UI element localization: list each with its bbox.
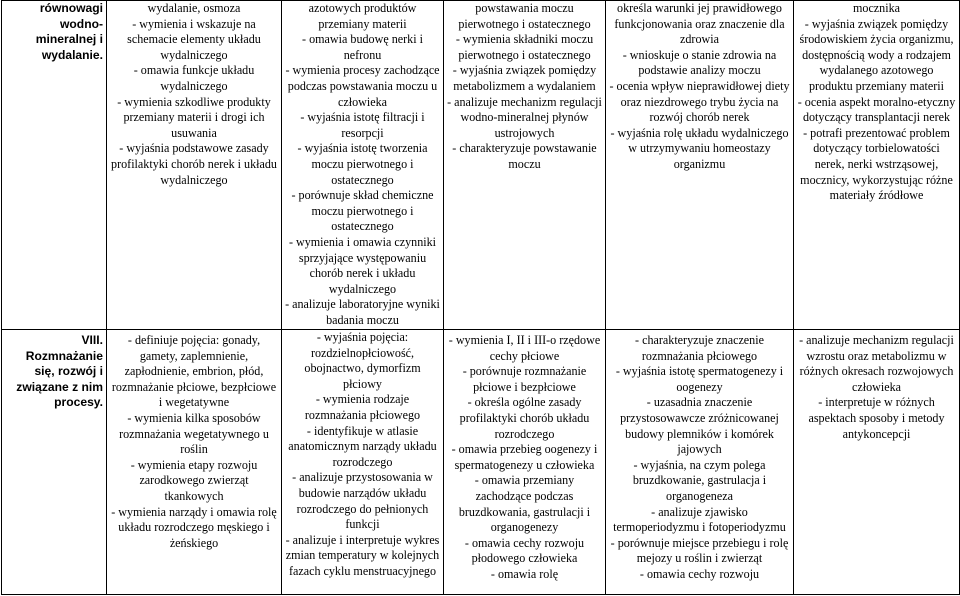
cell-level-1-reproduction xyxy=(107,330,282,595)
cell-level-5-reproduction xyxy=(794,330,960,595)
cell-level-2-reproduction xyxy=(282,330,444,595)
requirement-text: - wyjaśnia rolę układu wydalniczego w utrzymywaniu homeostazy organizmu xyxy=(610,125,789,171)
requirement-text: wydalanie, osmoza xyxy=(147,1,241,15)
requirement-text: - analizuje przystosowania w budowie narządów układu rozrodczego do pełnionych funkcji xyxy=(292,470,433,532)
requirement-text: - wymienia procesy zachodzące podczas powstawania moczu u człowieka xyxy=(285,63,440,109)
requirement-text: powstawania moczu pierwotnego i ostatecznego xyxy=(458,1,591,31)
requirement-text: - analizuje mechanizm regulacji wzrostu oraz metabolizmu w różnych okresach rozwojowych człowieka xyxy=(799,333,954,394)
cell-level-3-reproduction xyxy=(444,330,606,595)
requirement-text: azotowych produktów przemiany materii xyxy=(308,1,417,31)
requirement-text: - omawia przemiany zachodzące podczas bruzdkowania, gastrulacji i organogenezy xyxy=(458,473,591,535)
section-title-reproduction: VIII. Rozmnażanie się, rozwój i związane z nim procesy. xyxy=(16,333,103,410)
section-cell-reproduction xyxy=(2,330,107,595)
requirement-text: - porównuje skład chemiczne moczu pierwotnego i ostatecznego xyxy=(291,188,434,234)
requirement-text: - omawia cechy rozwoju xyxy=(639,566,760,581)
requirement-text: - analizuje mechanizm regulacji wodno-mineralnej płynów ustrojowych xyxy=(447,94,602,140)
requirement-text: - wyjaśnia związek pomiędzy środowiskiem życia organizmu, dostępnością wody a rodzajem wydalanego azotowego produktu przemiany materii xyxy=(799,16,954,93)
section-cell-excretion xyxy=(2,1,107,330)
requirement-text: - wyjaśnia pojęcia: rozdzielnopłciowość, obojnactwo, dymorfizm płciowy xyxy=(304,330,421,391)
requirement-text: - charakteryzuje powstawanie moczu xyxy=(452,141,597,171)
requirement-text: - wymienia kilka sposobów rozmnażania wegetatywnego u roślin xyxy=(119,410,269,457)
requirement-text: - wymienia rodzaje rozmnażania płciowego xyxy=(304,392,421,422)
requirement-text: - wymienia I, II i III-o rzędowe cechy płciowe xyxy=(448,333,601,363)
requirement-text: - wymienia składniki moczu pierwotnego i ostatecznego xyxy=(455,32,594,62)
cell-level-4-reproduction xyxy=(606,330,794,595)
requirement-text: - wyjaśnia podstawowe zasady profilaktyki chorób nerek i układu wydalniczego xyxy=(111,141,277,187)
cell-level-5-excretion xyxy=(794,1,960,330)
table-row-reproduction xyxy=(2,330,960,595)
requirement-text: - wyjaśnia istotę spermatogenezy i oogenezy xyxy=(615,364,784,394)
requirement-text: - wyjaśnia związek pomiędzy metabolizmem a wydalaniem xyxy=(452,63,597,93)
cell-level-2-excretion xyxy=(282,1,444,330)
cell-level-1-excretion xyxy=(107,1,282,330)
requirement-text: - wyjaśnia istotę filtracji i resorpcji xyxy=(300,110,425,140)
cell-level-4-excretion xyxy=(606,1,794,330)
requirement-text: - ocenia wpływ nieprawidłowej diety oraz niezdrowego trybu życia na rozwój chorób nerek xyxy=(609,78,790,125)
requirement-text: - wyjaśnia istotę tworzenia moczu pierwotnego i ostatecznego xyxy=(297,141,428,187)
requirement-text: - wymienia etapy rozwoju zarodkowego zwierząt tkankowych xyxy=(130,457,258,503)
curriculum-requirements-table xyxy=(1,0,960,595)
requirement-text: - wymienia narządy i omawia rolę układu rozrodczego męskiego i żeńskiego xyxy=(111,504,277,550)
requirement-text: - określa ogólne zasady profilaktyki chorób układu rozrodczego xyxy=(459,395,590,441)
requirement-text: - identyfikuje w atlasie anatomicznym narządy układu rozrodczego xyxy=(288,423,437,469)
requirement-text: określa warunki jej prawidłowego funkcjonowania oraz znaczenie dla zdrowia xyxy=(614,1,785,47)
requirement-text: - omawia rolę xyxy=(490,566,559,581)
requirement-text: - charakteryzuje znaczenie rozmnażania płciowego xyxy=(635,333,764,363)
requirement-text: mocznika xyxy=(852,1,900,15)
section-title-excretion: równowagi wodno-mineralnej i wydalanie. xyxy=(35,1,103,62)
requirement-text: - wymienia i wskazuje na schemacie elementy układu wydalniczego xyxy=(127,16,261,62)
requirement-text: - wnioskuje o stanie zdrowia na podstawie analizy moczu xyxy=(622,47,777,78)
requirement-text: - analizuje zjawisko termoperiodyzmu i fotoperiodyzmu xyxy=(613,504,786,535)
requirement-text: - wymienia szkodliwe produkty przemiany materii i drogi ich usuwania xyxy=(117,94,271,140)
requirement-text: - wyjaśnia, na czym polega bruzdkowanie, gastrulacja i organogeneza xyxy=(632,457,767,503)
requirement-text: - porównuje rozmnażanie płciowe i bezpłciowe xyxy=(462,364,587,394)
requirement-text: - potrafi prezentować problem dotyczący torbielowatości nerek, nerki wstrząsowej, mocznicy, wykorzystując różne materiały źródłowe xyxy=(800,125,953,203)
requirement-text: - analizuje laboratoryjne wyniki badania moczu xyxy=(285,297,440,327)
requirement-text: - definiuje pojęcia: gonady, gamety, zaplemnienie, zapłodnienie, embrion, płód, rozmnażanie płciowe, bezpłciowe i wegetatywne xyxy=(111,333,277,410)
table-row-excretion xyxy=(2,1,960,330)
requirement-text: - omawia budowę nerki i nefronu xyxy=(302,32,423,62)
requirement-text: - porównuje miejsce przebiegu i rolę mejozy u roślin i zwierząt xyxy=(610,535,789,566)
requirement-text: - uzasadnia znaczenie przystosowawcze zróżnicowanej budowy plemników i komórek jajowych xyxy=(620,395,779,457)
requirement-text: - interpretuje w różnych aspektach sposoby i metody antykoncepcji xyxy=(808,395,945,441)
cell-level-3-excretion xyxy=(444,1,606,330)
requirement-text: - wymienia i omawia czynniki sprzyjające występowaniu chorób nerek i układu wydalniczego xyxy=(288,234,437,296)
requirement-text: - omawia przebieg oogenezy i spermatogenezy u człowieka xyxy=(451,442,598,472)
requirement-text: - ocenia aspekt moralno-etyczny dotyczący transplantacji nerek xyxy=(797,94,956,125)
requirement-text: - omawia cechy rozwoju płodowego człowieka xyxy=(464,535,585,566)
requirement-text: - omawia funkcje układu wydalniczego xyxy=(133,63,255,93)
requirement-text: - analizuje i interpretuje wykres zmian temperatury w kolejnych fazach cyklu menstruacyjnego xyxy=(285,532,440,578)
